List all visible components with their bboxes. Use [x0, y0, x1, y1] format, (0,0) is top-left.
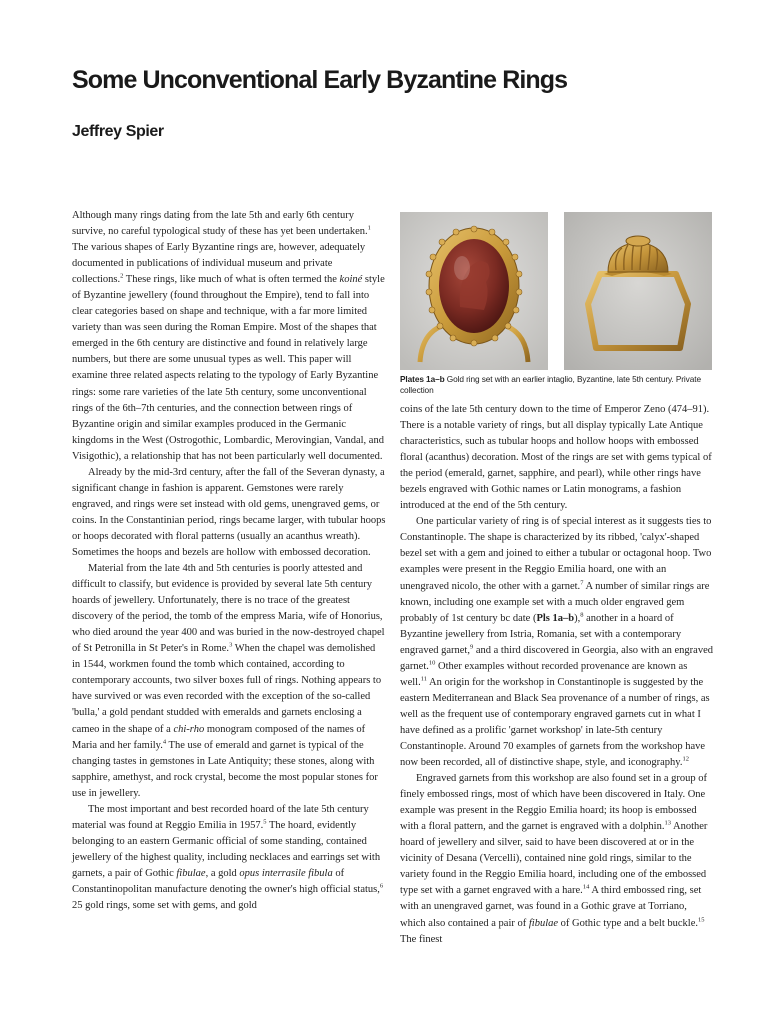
body-paragraph [400, 514, 714, 771]
text-run: When the chapel was demolished in 1544, workmen found the tomb which contained, according to contemporary accounts, two silver boxes full of rings. Nothing appears to have survived or was even recorded with the exception of the so-called 'bulla,' a gold pendant studded with emeralds and garnets enclosing a cameo in the shape of a [72, 643, 382, 735]
text-run: monogram composed of the names of Maria and her family. [72, 723, 366, 751]
footnote-ref: 10 [428, 659, 436, 667]
text-run: Already by the mid-3rd century, after the fall of the Severan dynasty, a significant change in fashion is apparent. Gemstones were rarely engraved, and rings were set instead with old gems, unengraved gems, or coins. In the Constantinian period, rings became larger, with tubular hoops or hoops decorated with floral patterns (usually an acanthus wreath). Sometimes the hoops and bezels are hollow with embossed decoration. [72, 466, 386, 558]
text-run: style of Byzantine jewellery (found throughout the Empire), tend to fall into clear categories based on shape and technique, with a far more limited variety than was seen during the Roman Empire. Most of the shapes that emerged in the 6th century are distinctive and found in relatively large numbers, but there are some unusual types as well. This paper will examine three related aspects relating to the typology of Early Byzantine rings: some rare varieties of the late 5th century, some unconventional rings of the 6th–7th centuries, and the connection between rings of Byzantine origin and similar examples produced in the Germanic kingdoms in the West (Ostrogothic, Lombardic, Merovingian, Vandal, and Visigothic), a relationship that has not been particularly well documented. [72, 274, 385, 462]
body-paragraph [72, 465, 386, 561]
body-paragraph [400, 402, 714, 514]
text-run: , a gold [205, 867, 240, 879]
footnote-ref: 1 [367, 224, 371, 232]
text-run: and a third discovered in Georgia, also with an engraved garnet. [400, 644, 713, 672]
text-run: The various shapes of Early Byzantine rings are, however, adequately documented in publications of individual museum and private collections. [72, 242, 366, 286]
figure-plates [400, 212, 714, 370]
footnote-ref: 11 [420, 675, 427, 683]
text-run: coins of the late 5th century down to the time of Emperor Zeno (474–91). There is a notable variety of rings, but all display typically Late Antique characteristics, such as tubular hoops and hollow hoops with embossed floral (acanthus) decoration. Most of the rings are set with gems typical of the period (emerald, garnet, sapphire, and pearl), while other rings have bezels engraved with Gothic names or Latin monograms, a fashion introduced at the end of the 5th century. [400, 404, 712, 512]
text-run: An origin for the workshop in Constantinople is suggested by the eastern Mediterranean and Black Sea provenance of a number of rings, as well as the frequent use of contemporary engraved garnets cut in what I have defined as a prolific 'garnet workshop' in late-5th century Constantinople. Around 70 examples of garnets from the workshop have now been recorded, all of distinctive shape, style, and iconography. [400, 676, 710, 769]
figure-caption [400, 374, 716, 395]
footnote-ref: 12 [682, 755, 689, 763]
italic-term: fibulae [176, 867, 206, 879]
footnote-ref: 6 [379, 882, 384, 890]
left-text-column [72, 208, 386, 914]
italic-term: koiné [339, 274, 363, 286]
body-paragraph [400, 771, 714, 948]
footnote-ref: 14 [582, 883, 590, 891]
author-name: Jeffrey Spier [72, 123, 164, 140]
plate-1b-image [564, 212, 712, 370]
text-run: Another hoard of jewellery and silver, said to have been discovered at or in the vicinity of Desana (Vercelli), contained nine gold rings, similar to the variety found in the Reggio Emilia hoard, including one of the embossed type set with a garnet engraved with a hare. [400, 821, 708, 897]
text-run: Although many rings dating from the late 5th and early 6th century survive, no careful typological study of these has yet been undertaken. [72, 210, 368, 238]
text-run: The most important and best recorded hoard of the late 5th century material was found at Reggio Emilia in 1957. [72, 803, 369, 831]
text-run: Material from the late 4th and 5th centuries is poorly attested and difficult to classify, but evidence is provided by several late 5th century hoards of jewellery. Unfortunately, there is no trace of the greatest discovery of the period, the tomb of the empress Maria, wife of Honorius, who died around the year 400 and was buried in the now-destroyed chapel of St Petronilla in St Peter's in Rome. [72, 563, 385, 655]
text-run: One particular variety of ring is of special interest as it suggests ties to Constantinople. The shape is characterized by its ribbed, 'calyx'-shaped bezel set with a gem and joined to either a tubular or octagonal hoop. Two examples were present in the Reggio Emilia hoard, one with an unengraved nicolo, the other with a garnet. [400, 516, 712, 592]
text-run: Other examples without recorded provenance are known as well. [400, 660, 688, 688]
footnote-ref: 4 [162, 738, 167, 746]
text-run: A third embossed ring, set with an unengraved garnet, was found in a Gothic grave at Torriano, which also contained a pair of [400, 885, 702, 929]
footnote-ref: 8 [580, 611, 584, 619]
footnote-ref: 2 [120, 272, 124, 280]
footnote-ref: 15 [698, 916, 705, 923]
body-paragraph [72, 802, 386, 914]
text-run: A number of similar rings are known, including one example set with a much older engraved gem probably of 1st century bc date ( [400, 580, 710, 624]
italic-term: opus interrasile fibula [239, 867, 333, 879]
article-title: Some Unconventional Early Byzantine Rings [72, 66, 568, 94]
footnote-ref: 9 [469, 643, 474, 651]
footnote-ref: 3 [229, 641, 233, 649]
caption-label: Plates 1a–b [400, 374, 445, 384]
text-run: Engraved garnets from this workshop are also found set in a group of finely embossed rings, most of which have been discovered in Italy. One example was present in the Reggio Emilia hoard; its hoop is embossed with a floral pattern, and the garnet is engraved with a dolphin. [400, 773, 708, 833]
text-run: another in a hoard of Byzantine jewellery from Istria, Romania, set with a contemporary engraved garnet, [400, 612, 682, 656]
italic-term: fibulae [528, 917, 559, 929]
ring-profile-photo [564, 212, 712, 370]
text-run: of Constantinopolitan manufacture denoting the owner's high official status, [72, 867, 380, 895]
plate-1a-image [400, 212, 548, 370]
text-run: The hoard, evidently belonging to an eastern Germanic official of some standing, contained jewellery of the highest quality, including necklaces and earrings set with garnets, a pair of Gothic [72, 819, 381, 879]
intaglio-ring-photo [400, 212, 548, 370]
footnote-ref: 13 [664, 819, 671, 827]
body-paragraph [72, 561, 386, 802]
right-text-column [400, 402, 714, 948]
italic-term: chi-rho [173, 723, 205, 735]
text-run: These rings, like much of what is often termed the [123, 274, 340, 286]
footnote-ref: 5 [263, 818, 267, 826]
text-run: of Gothic type and a belt buckle. [558, 917, 699, 929]
body-paragraph [72, 208, 386, 465]
text-run: ), [574, 612, 581, 624]
footnote-ref: 7 [580, 579, 584, 587]
text-run: The finest [400, 933, 443, 945]
text-run: 25 gold rings, some set with gems, and gold [72, 900, 257, 912]
plate-reference: Pls 1a–b [536, 612, 575, 624]
caption-text: Gold ring set with an earlier intaglio, Byzantine, late 5th century. Private collection [400, 374, 701, 395]
text-run: The use of emerald and garnet is typical of the changing tastes in gemstones in Late Antiquity; these stones, along with sapphire, amethyst, and rock crystal, become the most popular stones for use in jewellery. [72, 739, 378, 799]
